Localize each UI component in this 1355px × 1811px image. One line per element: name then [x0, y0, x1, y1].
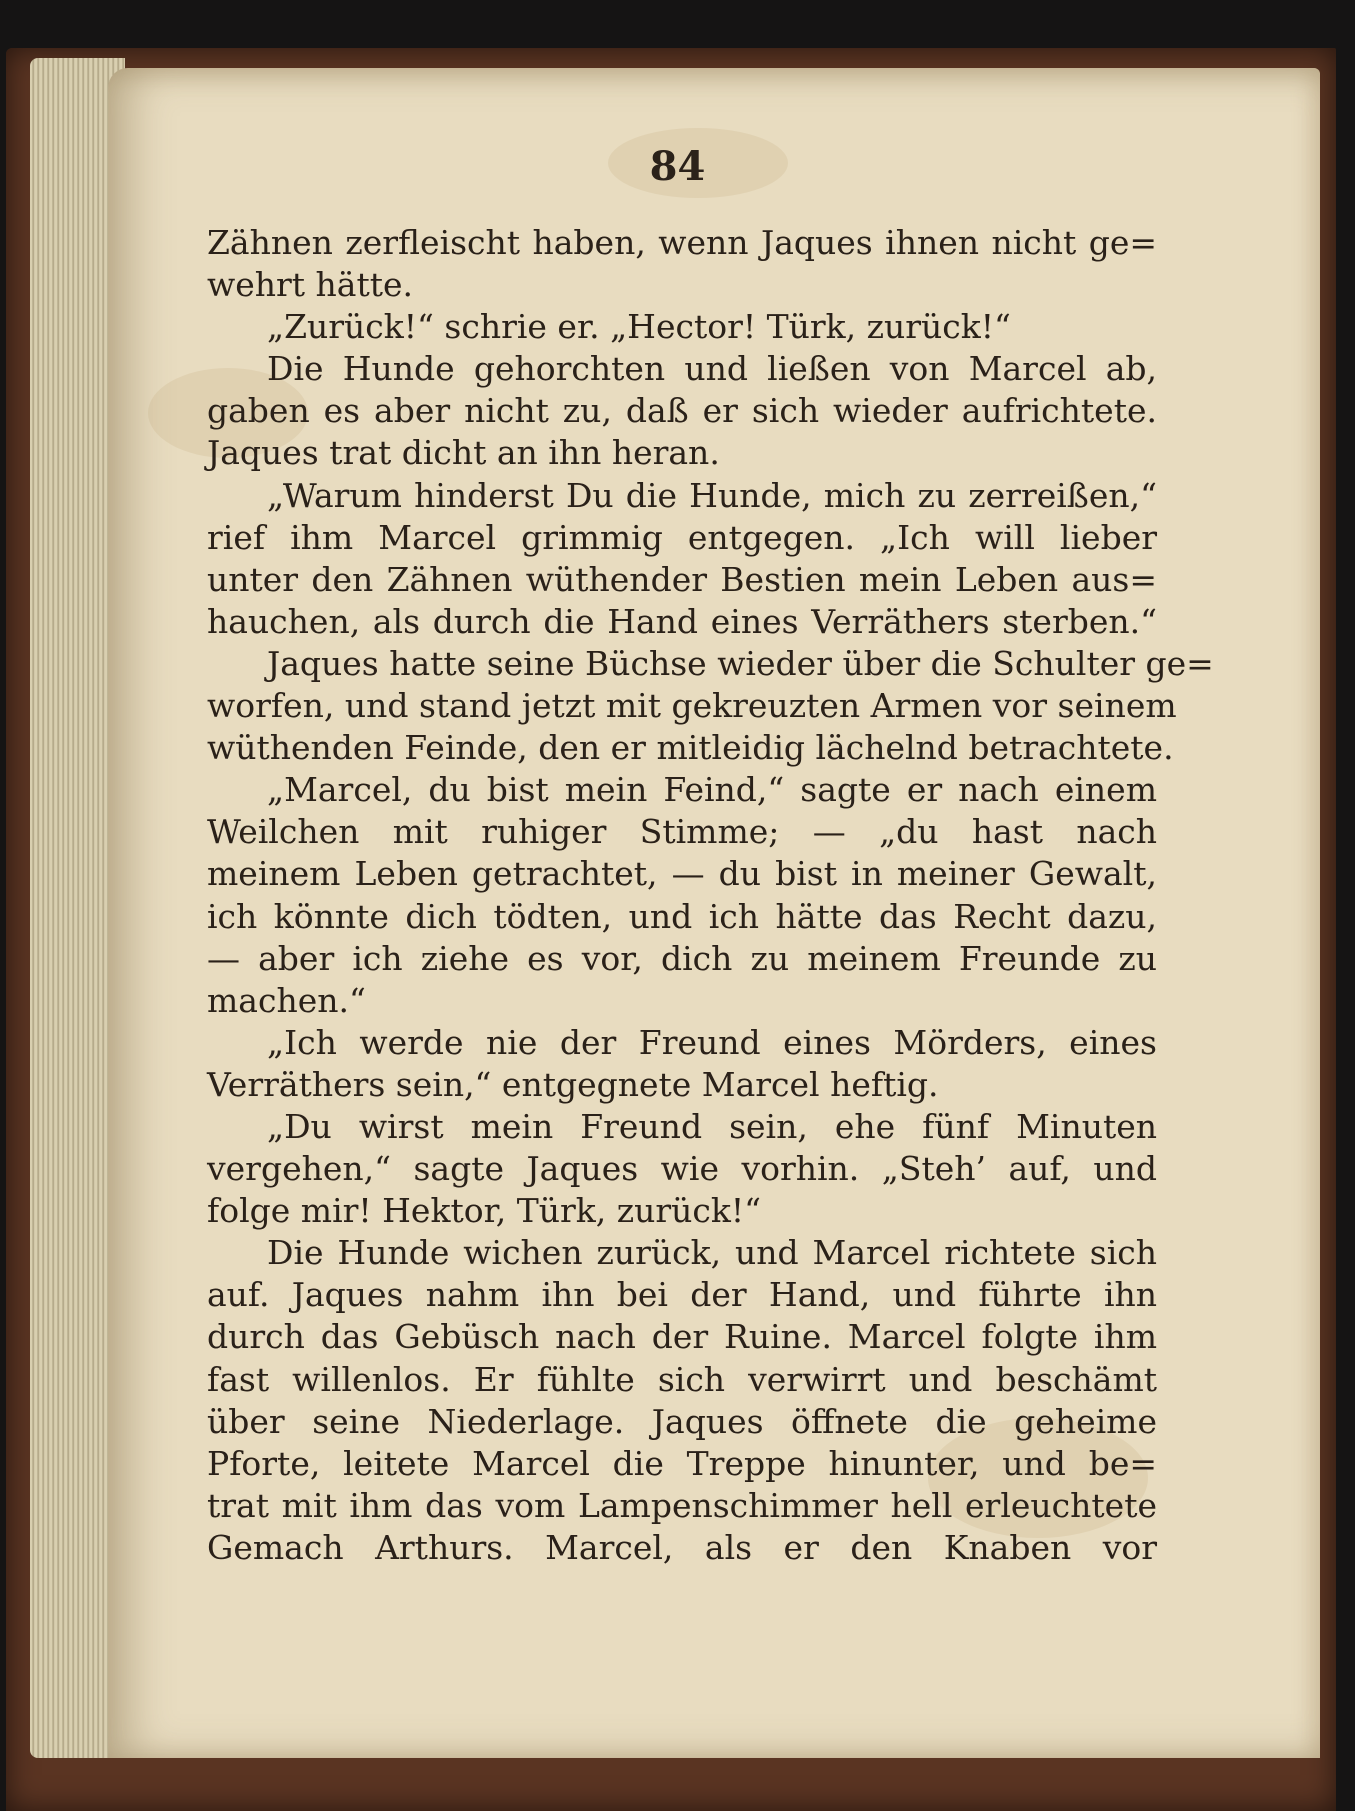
text-line: hauchen, als durch die Hand eines Verräthers sterben.“ — [207, 601, 1157, 641]
text-line: wüthenden Feinde, den er mitleidig lächelnd betrachtete. — [207, 728, 1174, 768]
text-line: worfen, und stand jetzt mit gekreuzten Armen vor seinem — [207, 686, 1177, 726]
text-line: ich könnte dich tödten, und ich hätte das Recht dazu, — [207, 896, 1157, 936]
text-line: „Zurück!“ schrie er. „Hector! Türk, zurück!“ — [267, 307, 1011, 347]
text-line: „Marcel, du bist mein Feind,“ sagte er nach einem — [267, 770, 1157, 810]
text-line: „Ich werde nie der Freund eines Mörders, eines — [267, 1022, 1157, 1062]
text-line: trat mit ihm das vom Lampenschimmer hell erleuchtete — [207, 1485, 1157, 1525]
body-text — [207, 222, 1214, 1569]
text-line: fast willenlos. Er fühlte sich verwirrt und beschämt — [207, 1359, 1157, 1399]
text-line: über seine Niederlage. Jaques öffnete die geheime — [207, 1401, 1157, 1441]
text-line: gaben es aber nicht zu, daß er sich wieder aufrichtete. — [207, 391, 1157, 431]
text-line: Die Hunde gehorchten und ließen von Marcel ab, — [267, 349, 1157, 389]
text-line: Pforte, leitete Marcel die Treppe hinunter, und be= — [207, 1443, 1157, 1483]
text-line: Jaques hatte seine Büchse wieder über die Schulter ge= — [267, 643, 1214, 683]
text-line: auf. Jaques nahm ihn bei der Hand, und führte ihn — [207, 1275, 1157, 1315]
text-line: Jaques trat dicht an ihn heran. — [207, 433, 720, 473]
text-line: wehrt hätte. — [207, 265, 414, 305]
text-line: vergehen,“ sagte Jaques wie vorhin. „Steh’ auf, und — [207, 1149, 1157, 1189]
page-number: 84 — [649, 143, 706, 190]
text-line: „Warum hinderst Du die Hunde, mich zu zerreißen,“ — [267, 475, 1157, 515]
text-line: Zähnen zerfleischt haben, wenn Jaques ihnen nicht ge= — [207, 223, 1157, 262]
text-line: „Du wirst mein Freund sein, ehe fünf Minuten — [267, 1106, 1157, 1146]
text-line: — aber ich ziehe es vor, dich zu meinem Freunde zu — [207, 938, 1157, 978]
text-line: rief ihm Marcel grimmig entgegen. „Ich will lieber — [207, 517, 1157, 557]
text-line: Weilchen mit ruhiger Stimme; — „du hast nach — [207, 812, 1157, 852]
text-line: Verräthers sein,“ entgegnete Marcel heftig. — [207, 1064, 939, 1104]
text-line: Die Hunde wichen zurück, und Marcel richtete sich — [267, 1233, 1157, 1273]
text-line: machen.“ — [207, 980, 366, 1020]
text-line: Gemach Arthurs. Marcel, als er den Knaben vor — [207, 1527, 1157, 1567]
text-line: unter den Zähnen wüthender Bestien mein Leben aus= — [207, 559, 1157, 599]
text-line: folge mir! Hektor, Türk, zurück!“ — [207, 1191, 762, 1231]
text-line: meinem Leben getrachtet, — du bist in meiner Gewalt, — [207, 854, 1157, 894]
text-line: durch das Gebüsch nach der Ruine. Marcel folgte ihm — [207, 1317, 1157, 1357]
